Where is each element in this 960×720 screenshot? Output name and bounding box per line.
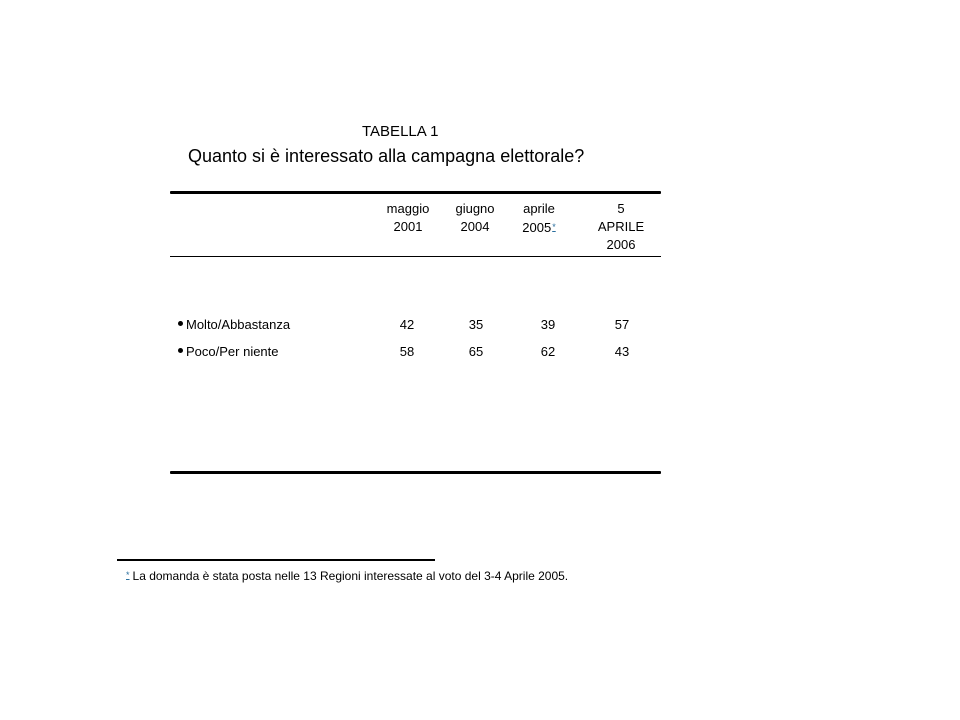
footnote-text: La domanda è stata posta nelle 13 Regioni interessate al voto del 3-4 Aprile 2005. [132, 569, 569, 583]
column-header-aprile-2005 [509, 200, 569, 237]
table-cell: 43 [614, 344, 630, 359]
footnote-rule [117, 559, 435, 561]
bullet-icon [178, 321, 183, 326]
column-header-giugno-2004 [445, 200, 505, 236]
column-header-line: aprile [523, 201, 555, 216]
table-cell: 62 [540, 344, 556, 359]
column-header-maggio-2001 [378, 200, 438, 236]
top-rule [170, 191, 661, 194]
column-header-line: giugno [455, 201, 495, 216]
column-header-line: APRILE [597, 219, 645, 234]
table-cell: 35 [468, 317, 484, 332]
column-header-line: 2006 [606, 237, 636, 252]
row-label-molto-abbastanza [178, 317, 290, 333]
header-rule [170, 256, 661, 257]
table-title: TABELLA 1 [362, 123, 439, 140]
footnote-marker[interactable]: * [126, 570, 130, 580]
bottom-rule [170, 471, 661, 474]
footnote-link[interactable]: * [552, 222, 556, 232]
table-cell: 58 [399, 344, 415, 359]
table-cell: 57 [614, 317, 630, 332]
column-header-line: 5 [617, 201, 625, 216]
column-header-line: 2001 [393, 219, 423, 234]
table-cell: 42 [399, 317, 415, 332]
row-label-text: Molto/Abbastanza [186, 317, 291, 332]
bullet-icon [178, 348, 183, 353]
column-header-5-aprile-2006 [589, 200, 653, 254]
row-label-poco-per-niente [178, 344, 279, 360]
table-cell: 65 [468, 344, 484, 359]
column-header-year: 2005 [522, 220, 552, 235]
table-question: Quanto si è interessato alla campagna elettorale? [188, 146, 585, 166]
column-header-line: maggio [386, 201, 430, 216]
table-cell: 39 [540, 317, 556, 332]
row-label-text: Poco/Per niente [186, 344, 279, 359]
column-header-line: 2004 [460, 219, 490, 234]
footnote [126, 567, 568, 584]
column-header-line [509, 218, 569, 237]
